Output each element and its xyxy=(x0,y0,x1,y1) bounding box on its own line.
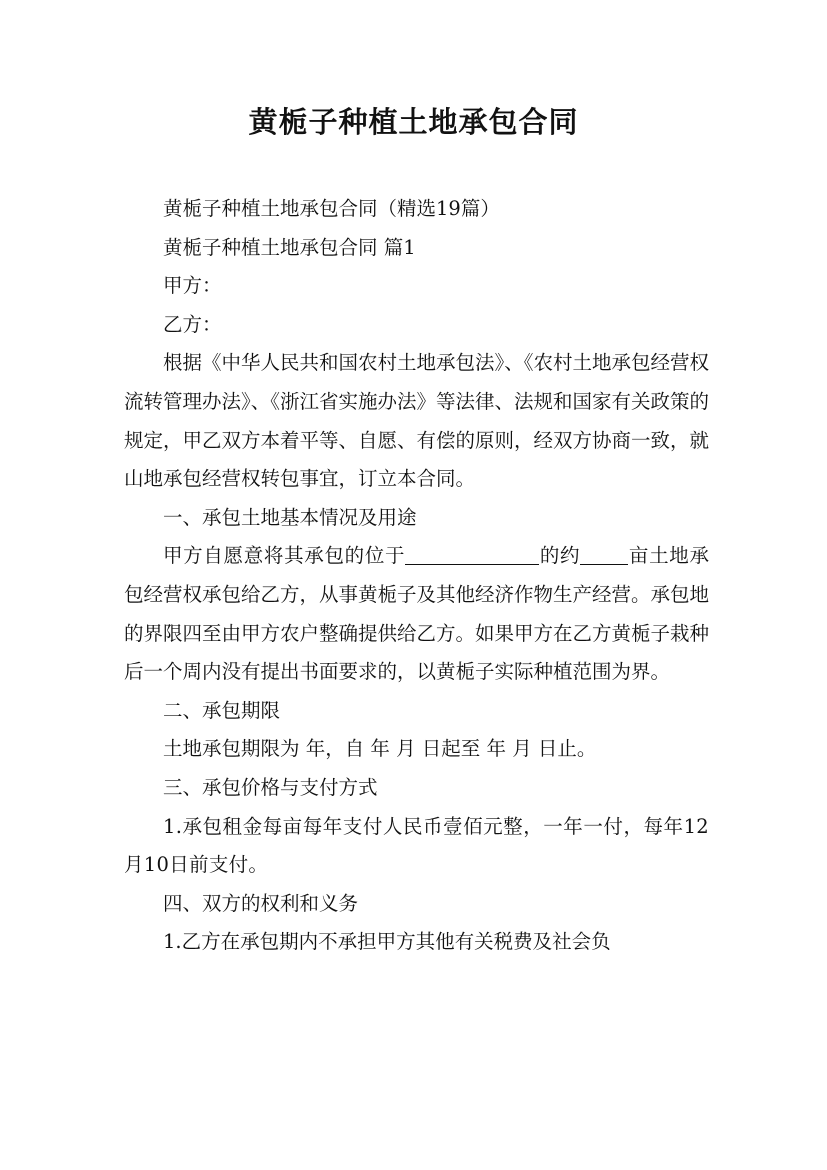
location-blank xyxy=(405,544,539,565)
paragraph-clause-3-heading: 三、承包价格与支付方式 xyxy=(163,775,378,799)
area-blank xyxy=(580,544,628,565)
paragraph-party-b: 乙方： xyxy=(163,312,222,336)
clause-1-text-c: 亩土地承包经营权承包给乙方，从事黄栀子及其他经济作物生产经营。承包地的界限四至由甲方农户整确提供给乙方。如果甲方在乙方黄栀子栽种后一个周内没有提出书面要求的，以黄栀子实际种植范围为界。 xyxy=(124,544,710,684)
document-title: 黄栀子种植土地承包合同 xyxy=(248,105,579,139)
paragraph-clause-3-body: 1.承包租金每亩每年支付人民币壹佰元整，一年一付，每年12月10日前支付。 xyxy=(124,814,709,877)
document-body xyxy=(124,190,709,962)
paragraph-clause-4-heading: 四、双方的权利和义务 xyxy=(163,891,359,915)
paragraph-preamble: 根据《中华人民共和国农村土地承包法》、《农村土地承包经营权流转管理办法》、《浙江省实施办法》等法律、法规和国家有关政策的规定，甲乙双方本着平等、自愿、有偿的原则，经双方协商一致，就山地承包经营权转包事宜，订立本合同。 xyxy=(124,351,710,491)
paragraph-clause-1-heading: 一、承包土地基本情况及用途 xyxy=(163,505,417,529)
paragraph-party-a: 甲方： xyxy=(163,274,222,298)
paragraph-clause-2-heading: 二、承包期限 xyxy=(163,698,281,722)
paragraph-clause-2-body: 土地承包期限为 年，自 年 月 日起至 年 月 日止。 xyxy=(163,737,597,761)
paragraph-clause-4-body: 1.乙方在承包期内不承担甲方其他有关税费及社会负 xyxy=(163,930,611,954)
clause-1-text-a: 甲方自愿意将其承包的位于 xyxy=(163,544,406,568)
paragraph-clause-1-body xyxy=(124,537,709,691)
clause-1-text-b: 的约 xyxy=(539,544,581,568)
paragraph-section-heading: 黄栀子种植土地承包合同 篇1 xyxy=(163,235,416,259)
paragraph-collection-title: 黄栀子种植土地承包合同（精选19篇） xyxy=(163,197,500,220)
